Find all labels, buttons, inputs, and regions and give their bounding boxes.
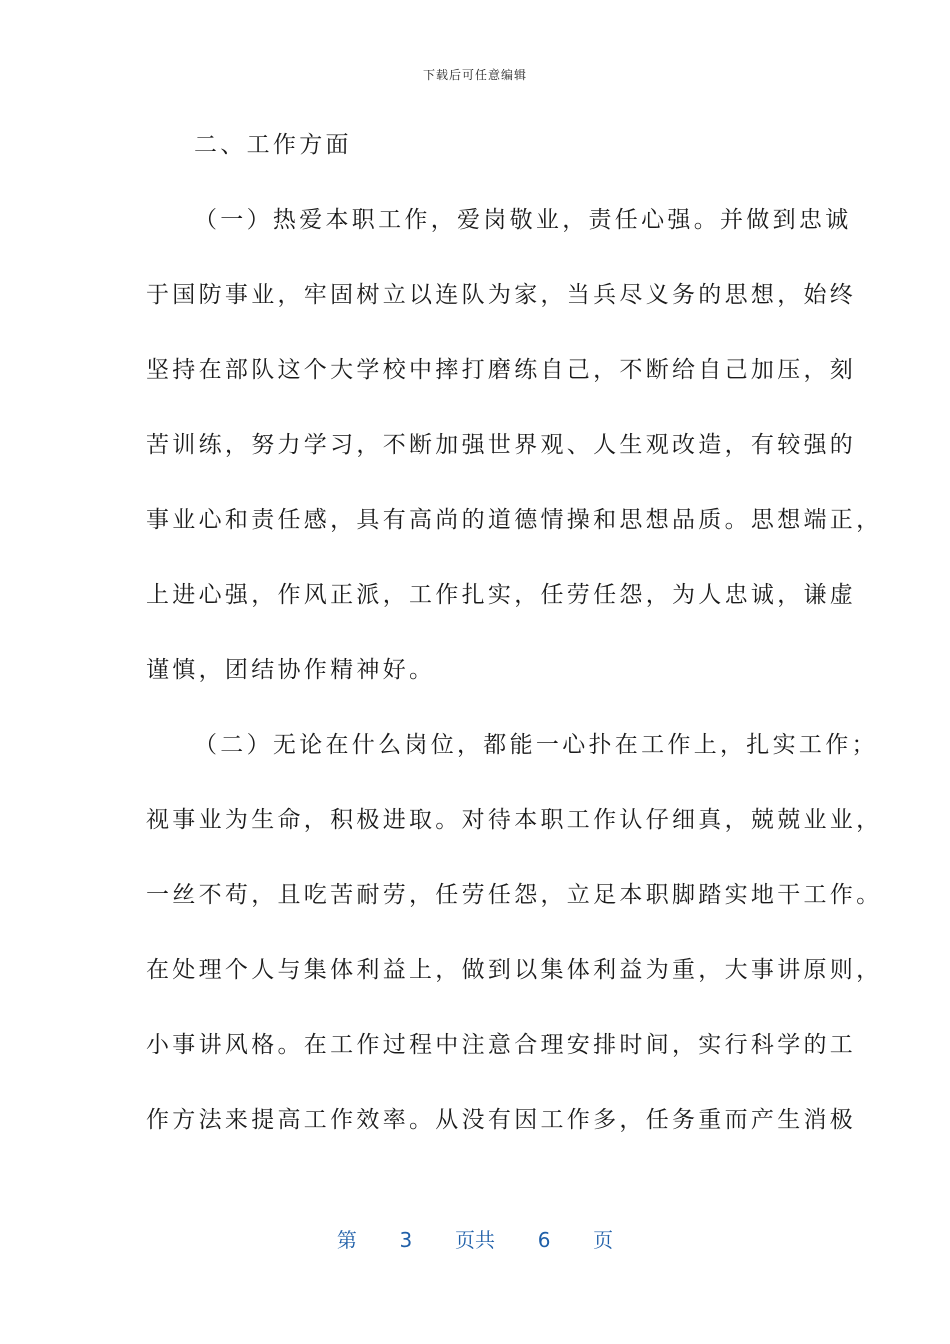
current-page-number: 3 [399, 1228, 413, 1252]
paragraph-line: 于国防事业，牢固树立以连队为家，当兵尽义务的思想，始终 [146, 282, 857, 308]
paragraph-line: 一丝不苟，且吃苦耐劳，任劳任怨，立足本职脚踏实地干工作。 [146, 882, 883, 908]
paragraph-line: 苦训练，努力学习，不断加强世界观、人生观改造，有较强的 [146, 432, 857, 458]
page-label-suffix: 页 [593, 1228, 614, 1252]
total-pages-number: 6 [537, 1228, 551, 1252]
page-label-prefix: 第 [336, 1228, 357, 1252]
paragraph-line: 谨慎，团结协作精神好。 [146, 657, 436, 683]
section-heading: 二、工作方面 [194, 132, 352, 158]
document-body [146, 108, 883, 1158]
page-label-middle: 页共 [455, 1228, 495, 1252]
paragraph-line: 上进心强，作风正派，工作扎实，任劳任怨，为人忠诚，谦虚 [146, 582, 857, 608]
paragraph-line: （二）无论在什么岗位，都能一心扑在工作上，扎实工作； [194, 732, 878, 758]
header-note: 下载后可任意编辑 [422, 68, 527, 82]
paragraph-line: 视事业为生命，积极进取。对待本职工作认仔细真，兢兢业业， [146, 807, 883, 833]
page-footer [0, 1224, 950, 1253]
paragraph-line: 在处理个人与集体利益上，做到以集体利益为重，大事讲原则， [146, 957, 883, 983]
paragraph-line: 坚持在部队这个大学校中摔打磨练自己，不断给自己加压，刻 [146, 357, 857, 383]
paragraph-line: （一）热爱本职工作，爱岗敬业，责任心强。并做到忠诚 [194, 207, 852, 233]
paragraph-line: 事业心和责任感，具有高尚的道德情操和思想品质。思想端正， [146, 507, 883, 533]
paragraph-line: 作方法来提高工作效率。从没有因工作多，任务重而产生消极 [146, 1107, 857, 1133]
paragraph-line: 小事讲风格。在工作过程中注意合理安排时间，实行科学的工 [146, 1032, 857, 1058]
